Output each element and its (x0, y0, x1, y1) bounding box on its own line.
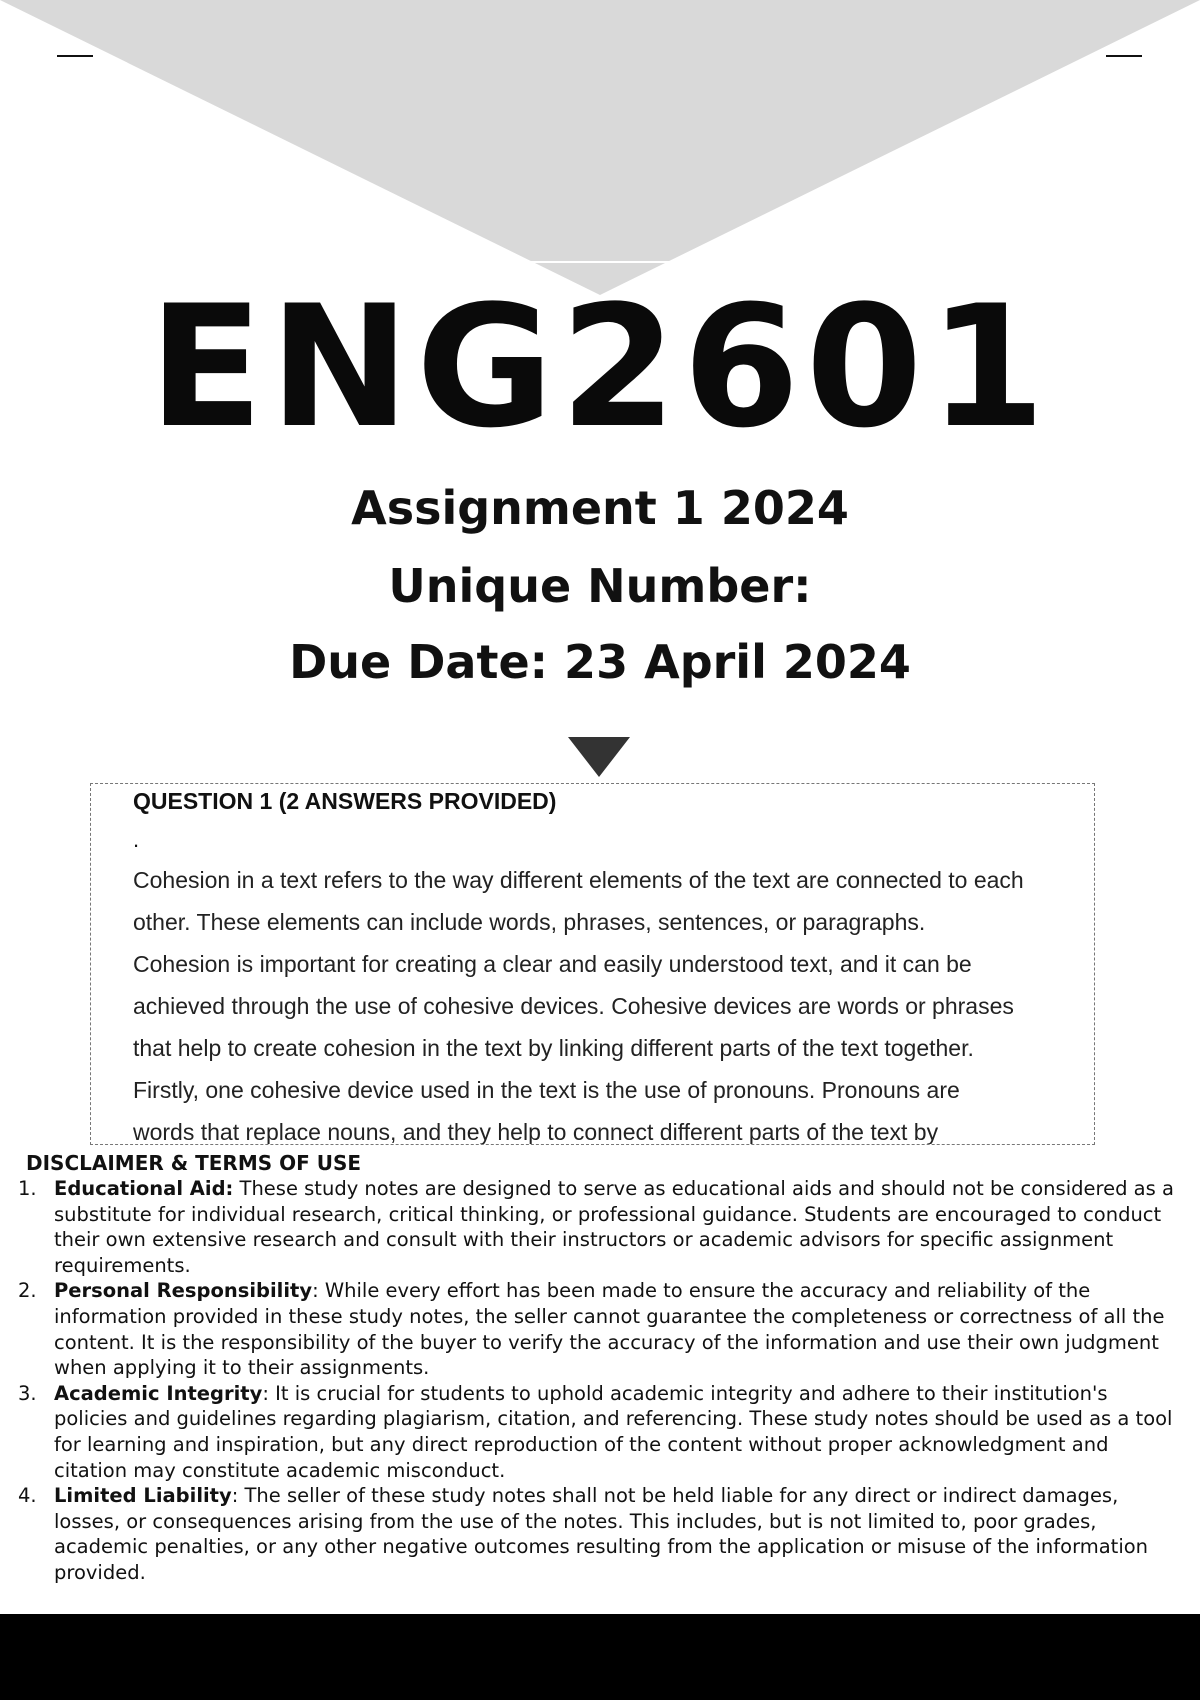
term-text: These study notes are designed to serve as educational aids and should not be considered as a substitute for individual research, critical thinking, or professional guidance. Students are encouraged to conduct their own extensive research and consult with their instructors or academic advisors for specific assignment requirements. (54, 1177, 1174, 1277)
disclaimer-section (16, 1150, 1186, 1586)
term-number: 1. (18, 1177, 37, 1200)
corner-mark-left (57, 55, 93, 57)
term-text: : It is crucial for students to uphold academic integrity and adhere to their institution's policies and guidelines regarding plagiarism, citation, and referencing. These study notes should be used as a tool for learning and inspiration, but any direct reproduction of the content without proper acknowledgment and citation may constitute academic misconduct. (54, 1381, 1173, 1482)
preview-body (133, 859, 1073, 1145)
footer-bar (0, 1614, 1200, 1700)
term-number: 4. (18, 1484, 37, 1508)
term-number: 2. (18, 1279, 37, 1303)
down-arrow-icon (568, 737, 630, 777)
due-date-label: Due Date: 23 April 2024 (289, 635, 911, 689)
term-number: 3. (18, 1381, 37, 1405)
term-item-academic-integrity (16, 1381, 1186, 1483)
term-name: Academic Integrity (54, 1381, 263, 1405)
term-text: : While every effort has been made to ensure the accuracy and reliability of the information provided in these study notes, the seller cannot guarantee the completeness or correctness of all the content. It is the responsibility of the buyer to verify the accuracy of the information and use their own judgment when applying it to their assignments. (54, 1279, 1165, 1380)
preview-bullet: . (133, 827, 140, 852)
preview-line: words that replace nouns, and they help to connect different parts of the text by (133, 1119, 939, 1145)
question-heading: QUESTION 1 (2 ANSWERS PROVIDED) (133, 788, 557, 814)
term-name: Personal Responsibility (54, 1279, 313, 1303)
preview-line: Firstly, one cohesive device used in the text is the use of pronouns. Pronouns are (133, 1077, 960, 1103)
answer-preview-box (90, 783, 1095, 1145)
preview-line: Cohesion in a text refers to the way different elements of the text are connected to each (133, 867, 1024, 893)
preview-line: that help to create cohesion in the text by linking different parts of the text together. (133, 1035, 974, 1061)
preview-line: Cohesion is important for creating a clear and easily understood text, and it can be (133, 951, 972, 977)
term-name: Limited Liability (54, 1484, 232, 1508)
assignment-title: Assignment 1 2024 (351, 481, 849, 535)
preview-line: achieved through the use of cohesive devices. Cohesive devices are words or phrases (133, 993, 1014, 1019)
term-text: : The seller of these study notes shall not be held liable for any direct or indirect damages, losses, or consequences arising from the use of the notes. This includes, but is not limited to, poor grades, academic penalties, or any other negative outcomes resulting from the application or misuse of the information provided. (54, 1484, 1149, 1584)
terms-list (16, 1176, 1186, 1586)
unique-number-label: Unique Number: (388, 559, 812, 613)
term-name: Educational Aid: (54, 1177, 234, 1200)
term-item-educational-aid (16, 1176, 1186, 1278)
course-code-title: ENG2601 (148, 269, 1052, 465)
corner-mark-right (1106, 55, 1142, 57)
cover-chevron-background (0, 0, 1200, 300)
disclaimer-title: DISCLAIMER & TERMS OF USE (26, 1151, 362, 1175)
term-item-personal-responsibility (16, 1278, 1186, 1380)
preview-line: other. These elements can include words, phrases, sentences, or paragraphs. (133, 909, 926, 935)
term-item-limited-liability (16, 1483, 1186, 1585)
